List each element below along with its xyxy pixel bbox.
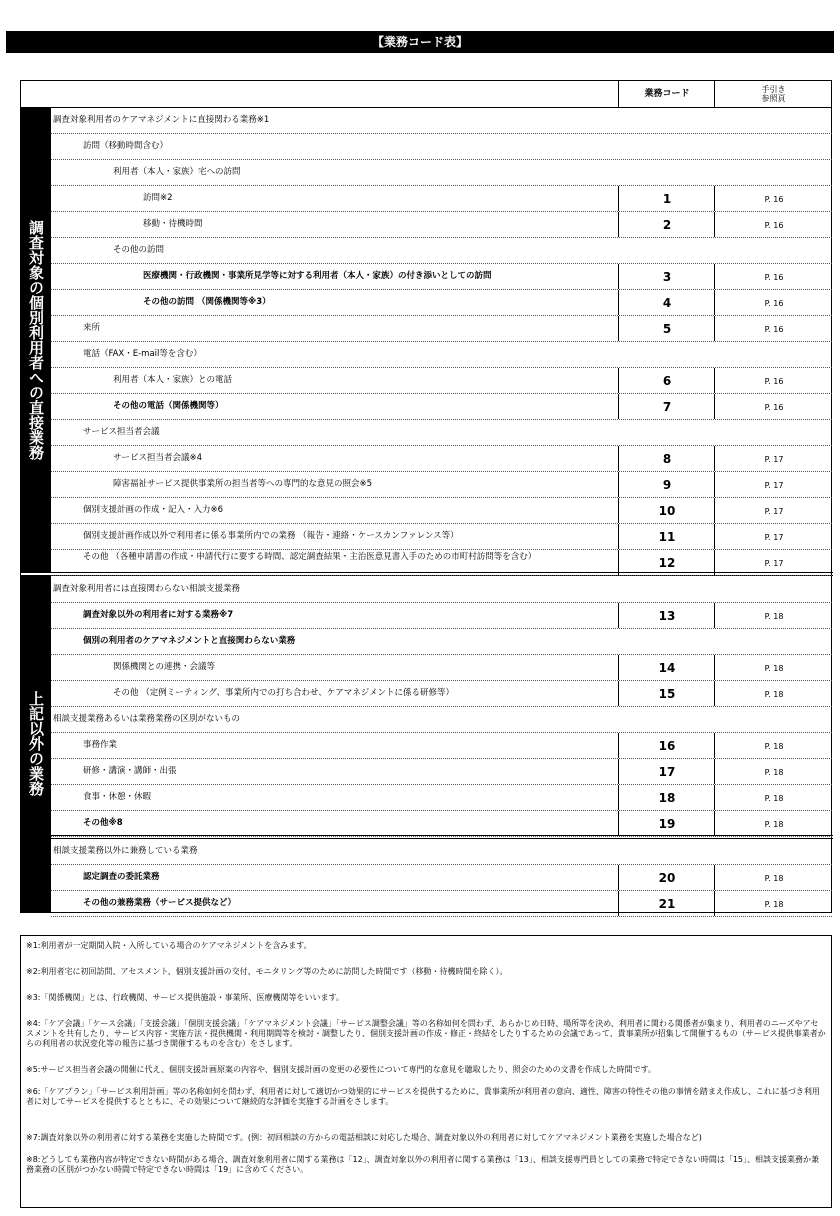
reference-page: P. 17 xyxy=(714,472,833,497)
table-row xyxy=(51,655,832,681)
row-label: 来所 xyxy=(83,323,101,333)
code-column-header: 業務コード xyxy=(618,81,715,107)
table-row xyxy=(51,186,832,212)
table-row xyxy=(51,891,832,917)
table-row xyxy=(51,629,832,655)
table-row xyxy=(51,342,832,368)
table-row xyxy=(51,472,832,498)
footnote-1: ※1:利用者が一定期間入院・入所している場合のケアマネジメントを含みます。 xyxy=(26,941,312,950)
row-label: 調査対象利用者のケアマネジメントに直接関わる業務※1 xyxy=(53,115,270,125)
business-code: 16 xyxy=(618,733,715,758)
row-label: 事務作業 xyxy=(83,740,118,750)
row-label: 電話（FAX・E-mail等を含む） xyxy=(83,349,202,359)
row-label: 移動・待機時間 xyxy=(143,219,203,229)
business-code: 17 xyxy=(618,759,715,784)
section-label-other: 上記以外の業務 xyxy=(21,575,51,912)
table-row xyxy=(51,238,832,264)
business-code: 21 xyxy=(618,891,715,916)
table-row xyxy=(51,394,832,420)
footnote-3: ※3:「関係機関」とは、行政機関、サービス提供施設・事業所、医療機関等をいいます。 xyxy=(26,993,344,1002)
reference-page: P. 18 xyxy=(714,785,833,810)
row-label: サービス担当者会議 xyxy=(83,427,160,437)
business-code: 2 xyxy=(618,212,715,237)
row-label: 個別支援計画作成以外で利用者に係る事業所内での業務 （報告・連絡・ケースカンファレンス等） xyxy=(83,531,459,541)
table-row xyxy=(51,707,832,733)
row-label: 障害福祉サービス提供事業所の担当者等への専門的な意見の照会※5 xyxy=(113,479,373,489)
row-label: 医療機関・行政機関・事業所見学等に対する利用者（本人・家族）の付き添いとしての訪問 xyxy=(143,271,492,281)
business-code: 20 xyxy=(618,865,715,890)
table-header xyxy=(21,81,831,108)
footnote-2: ※2:利用者宅に初回訪問、アセスメント、個別支援計画の交付、モニタリング等のために訪問した時間です（移動・待機時間を除く）。 xyxy=(26,967,508,976)
row-label: サービス担当者会議※4 xyxy=(113,453,203,463)
row-label: 個別支援計画の作成・記入・入力※6 xyxy=(83,505,224,515)
reference-page: P. 16 xyxy=(714,186,833,211)
reference-page: P. 18 xyxy=(714,811,833,836)
reference-page: P. 18 xyxy=(714,655,833,680)
business-code: 3 xyxy=(618,264,715,289)
row-label: 訪問※2 xyxy=(143,193,173,203)
row-label: その他 （各種申請書の作成・申請代行に要する時間、認定調査結果・主治医意見書入手のための市町村訪問等を含む） xyxy=(83,552,537,562)
page-column-header xyxy=(714,81,832,107)
reference-page: P. 18 xyxy=(714,891,833,916)
reference-page: P. 17 xyxy=(714,550,833,575)
table-row xyxy=(51,603,832,629)
table-row xyxy=(51,212,832,238)
table-row xyxy=(51,577,832,603)
table-row xyxy=(51,550,832,576)
footnote-5: ※5:サービス担当者会議の開催に代え、個別支援計画原案の内容や、個別支援計画の変更の必要性について専門的な意見を聴取したり、照会のための文書を作成した時間です。 xyxy=(26,1065,656,1074)
page-header-line2: 参照頁 xyxy=(761,94,786,103)
row-label: 利用者（本人・家族）との電話 xyxy=(113,375,233,385)
reference-page: P. 17 xyxy=(714,524,833,549)
business-code: 13 xyxy=(618,603,715,628)
row-label: 研修・講演・講師・出張 xyxy=(83,766,177,776)
table-row xyxy=(51,811,832,837)
table-row xyxy=(51,681,832,707)
business-code: 4 xyxy=(618,290,715,315)
row-label: 調査対象以外の利用者に対する業務※7 xyxy=(83,610,234,620)
business-code-table xyxy=(20,80,832,913)
row-label: 利用者（本人・家族）宅への訪問 xyxy=(113,167,241,177)
reference-page: P. 16 xyxy=(714,316,833,341)
table-row xyxy=(51,108,832,134)
footnotes xyxy=(20,935,832,1208)
business-code: 8 xyxy=(618,446,715,471)
table-row xyxy=(51,134,832,160)
row-label: その他の訪問 （関係機関等※3） xyxy=(143,297,271,307)
footnote-6: ※6:「ケアプラン」「サービス利用計画」等の名称如何を問わず、利用者に対して適切かつ効果的にサービスを提供するために、貴事業所が利用者の意向、適性、障害の特性その他の事情を踏まえ作成し、これに基づき利用者に対してサービスを提供するとともに、その効果について継続的な評価を実施する計画をさします。 xyxy=(26,1087,820,1106)
business-code: 12 xyxy=(618,550,715,575)
business-code: 5 xyxy=(618,316,715,341)
row-label: 食事・休憩・休暇 xyxy=(83,792,152,802)
row-label: 調査対象利用者には直接関わらない相談支援業務 xyxy=(53,584,241,594)
reference-page: P. 16 xyxy=(714,368,833,393)
row-label: その他 （定例ミーティング、事業所内での打ち合わせ、ケアマネジメントに係る研修等） xyxy=(113,688,455,698)
table-row xyxy=(51,733,832,759)
reference-page: P. 18 xyxy=(714,681,833,706)
row-label: 訪問（移動時間含む） xyxy=(83,141,169,151)
reference-page: P. 16 xyxy=(714,212,833,237)
business-code: 18 xyxy=(618,785,715,810)
reference-page: P. 17 xyxy=(714,446,833,471)
section-label-direct: 調査対象の個別利用者への直接業務 xyxy=(21,108,51,572)
row-label: 認定調査の委託業務 xyxy=(83,872,160,882)
reference-page: P. 16 xyxy=(714,290,833,315)
table-row xyxy=(51,446,832,472)
footnote-4: ※4:「ケア会議」「ケース会議」「支援会議」「個別支援会議」「ケアマネジメント会議」「サービス調整会議」等の名称如何を問わず、あらかじめ日時、場所等を決め、利用者に関わる関係者が集まり、利用者のニーズやアセスメントを共有したり、サービス内容・実施方法・提供機関・利用期間等を検討・調整したり、個別支援計画の作成・修正・終結をしたりするための会議であって、貴事業所が招集して開催するもの（サービス提供事業者からの利用者の状況変化等の報告に基づき開催するものを含む）をさします。 xyxy=(26,1019,826,1048)
row-label: 関係機関との連携・会議等 xyxy=(113,662,216,672)
row-label: 相談支援業務以外に兼務している業務 xyxy=(53,846,198,856)
reference-page: P. 16 xyxy=(714,394,833,419)
table-row xyxy=(51,785,832,811)
business-code: 11 xyxy=(618,524,715,549)
business-code: 9 xyxy=(618,472,715,497)
business-code: 15 xyxy=(618,681,715,706)
business-code: 14 xyxy=(618,655,715,680)
business-code: 6 xyxy=(618,368,715,393)
table-row xyxy=(51,316,832,342)
table-row xyxy=(51,759,832,785)
business-code: 7 xyxy=(618,394,715,419)
reference-page: P. 16 xyxy=(714,264,833,289)
row-label: 個別の利用者のケアマネジメントと直接関わらない業務 xyxy=(83,636,296,646)
table-row xyxy=(51,839,832,865)
table-row xyxy=(51,524,832,550)
table-row xyxy=(51,420,832,446)
footnote-7: ※7:調査対象以外の利用者に対する業務を実施した時間です。(例：初回相談の方からの電話相談に対応した場合、調査対象以外の利用者に対してケアマネジメント業務を実施した場合など) xyxy=(26,1133,702,1142)
table-row xyxy=(51,290,832,316)
business-code: 19 xyxy=(618,811,715,836)
reference-page: P. 18 xyxy=(714,759,833,784)
table-row xyxy=(51,865,832,891)
table-row xyxy=(51,498,832,524)
business-code: 10 xyxy=(618,498,715,523)
row-label: その他※8 xyxy=(83,818,123,828)
table-row xyxy=(51,368,832,394)
reference-page: P. 17 xyxy=(714,498,833,523)
table-row xyxy=(51,264,832,290)
row-label: その他の訪問 xyxy=(113,245,165,255)
reference-page: P. 18 xyxy=(714,603,833,628)
page-title: 【業務コード表】 xyxy=(6,31,834,53)
page-header-line1: 手引き xyxy=(761,85,786,94)
table-row xyxy=(51,160,832,186)
reference-page: P. 18 xyxy=(714,865,833,890)
row-label: 相談支援業務あるいは業務業務の区別がないもの xyxy=(53,714,241,724)
business-code: 1 xyxy=(618,186,715,211)
row-label: その他の電話（関係機関等） xyxy=(113,401,224,411)
row-label: その他の兼務業務（サービス提供など） xyxy=(83,898,237,908)
footnote-8: ※8:どうしても業務内容が特定できない時間がある場合、調査対象利用者に関する業務は「12」、調査対象以外の利用者に関する業務は「13」、相談支援専門員としての業務で特定できない時間は「15」、相談支援業務か兼務業務の区別がつかない時間で特定できない時間は「19」に含めてください。 xyxy=(26,1155,820,1174)
reference-page: P. 18 xyxy=(714,733,833,758)
